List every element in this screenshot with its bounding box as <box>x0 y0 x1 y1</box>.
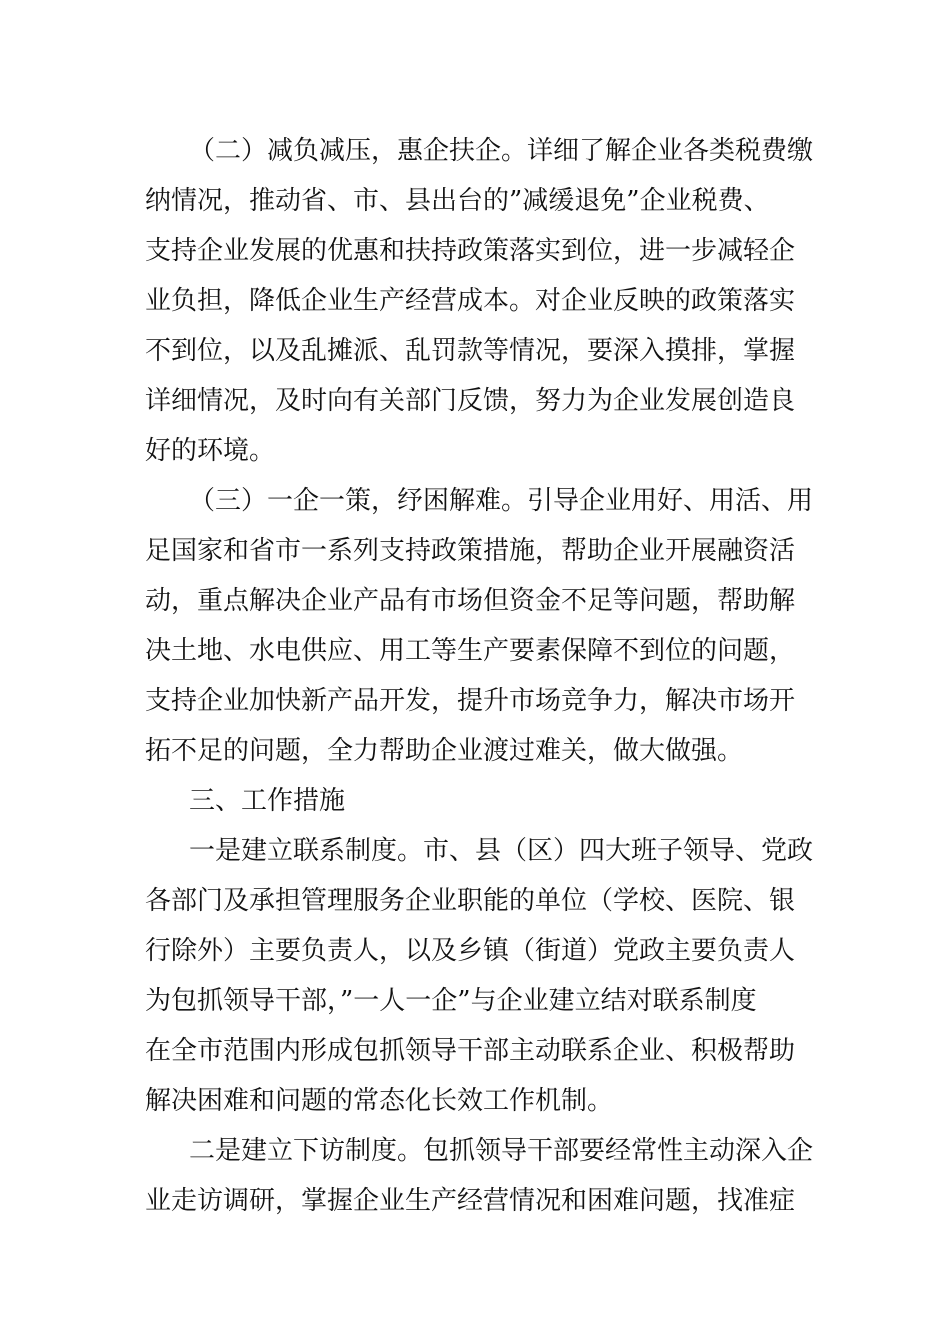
paragraph-line: 拓不足的问题，全力帮助企业渡过难关，做大做强。 <box>145 736 744 766</box>
document-body <box>145 126 814 1226</box>
paragraph-line: 动，重点解决企业产品有市场但资金不足等问题，帮助解 <box>145 586 796 616</box>
paragraph-line: 一是建立联系制度。市、县（区）四大班子领导、党政 <box>189 836 814 866</box>
paragraph-line: 行除外）主要负责人，以及乡镇（街道）党政主要负责人 <box>145 936 796 966</box>
section-heading: 三、工作措施 <box>189 786 346 816</box>
paragraph-line: 支持企业发展的优惠和扶持政策落实到位，进一步减轻企 <box>145 236 796 266</box>
paragraph-line: 业负担，降低企业生产经营成本。对企业反映的政策落实 <box>145 286 796 316</box>
paragraph-line: 二是建立下访制度。包抓领导干部要经常性主动深入企 <box>189 1136 814 1166</box>
paragraph-line: （二）减负减压，惠企扶企。详细了解企业各类税费缴 <box>189 136 814 166</box>
paragraph-line: （三）一企一策，纾困解难。引导企业用好、用活、用 <box>189 486 814 516</box>
paragraph-line: 决土地、水电供应、用工等生产要素保障不到位的问题， <box>145 636 796 666</box>
paragraph-line: 支持企业加快新产品开发，提升市场竞争力，解决市场开 <box>145 686 796 716</box>
paragraph-line: 纳情况，推动省、市、县出台的”减缓退免”企业税费、 <box>145 186 770 216</box>
paragraph-line: 各部门及承担管理服务企业职能的单位（学校、医院、银 <box>145 886 796 916</box>
paragraph-line: 好的环境。 <box>145 436 276 466</box>
paragraph-line: 业走访调研，掌握企业生产经营情况和困难问题，找准症 <box>145 1186 796 1216</box>
paragraph-line: 详细情况，及时向有关部门反馈，努力为企业发展创造良 <box>145 386 796 416</box>
paragraph-line: 在全市范围内形成包抓领导干部主动联系企业、积极帮助 <box>145 1036 796 1066</box>
paragraph-line: 足国家和省市一系列支持政策措施，帮助企业开展融资活 <box>145 536 796 566</box>
paragraph-line: 解决困难和问题的常态化长效工作机制。 <box>145 1086 614 1116</box>
paragraph-line: 为包抓领导干部，”一人一企”与企业建立结对联系制度 <box>145 986 757 1016</box>
paragraph-line: 不到位，以及乱摊派、乱罚款等情况，要深入摸排，掌握 <box>145 336 796 366</box>
